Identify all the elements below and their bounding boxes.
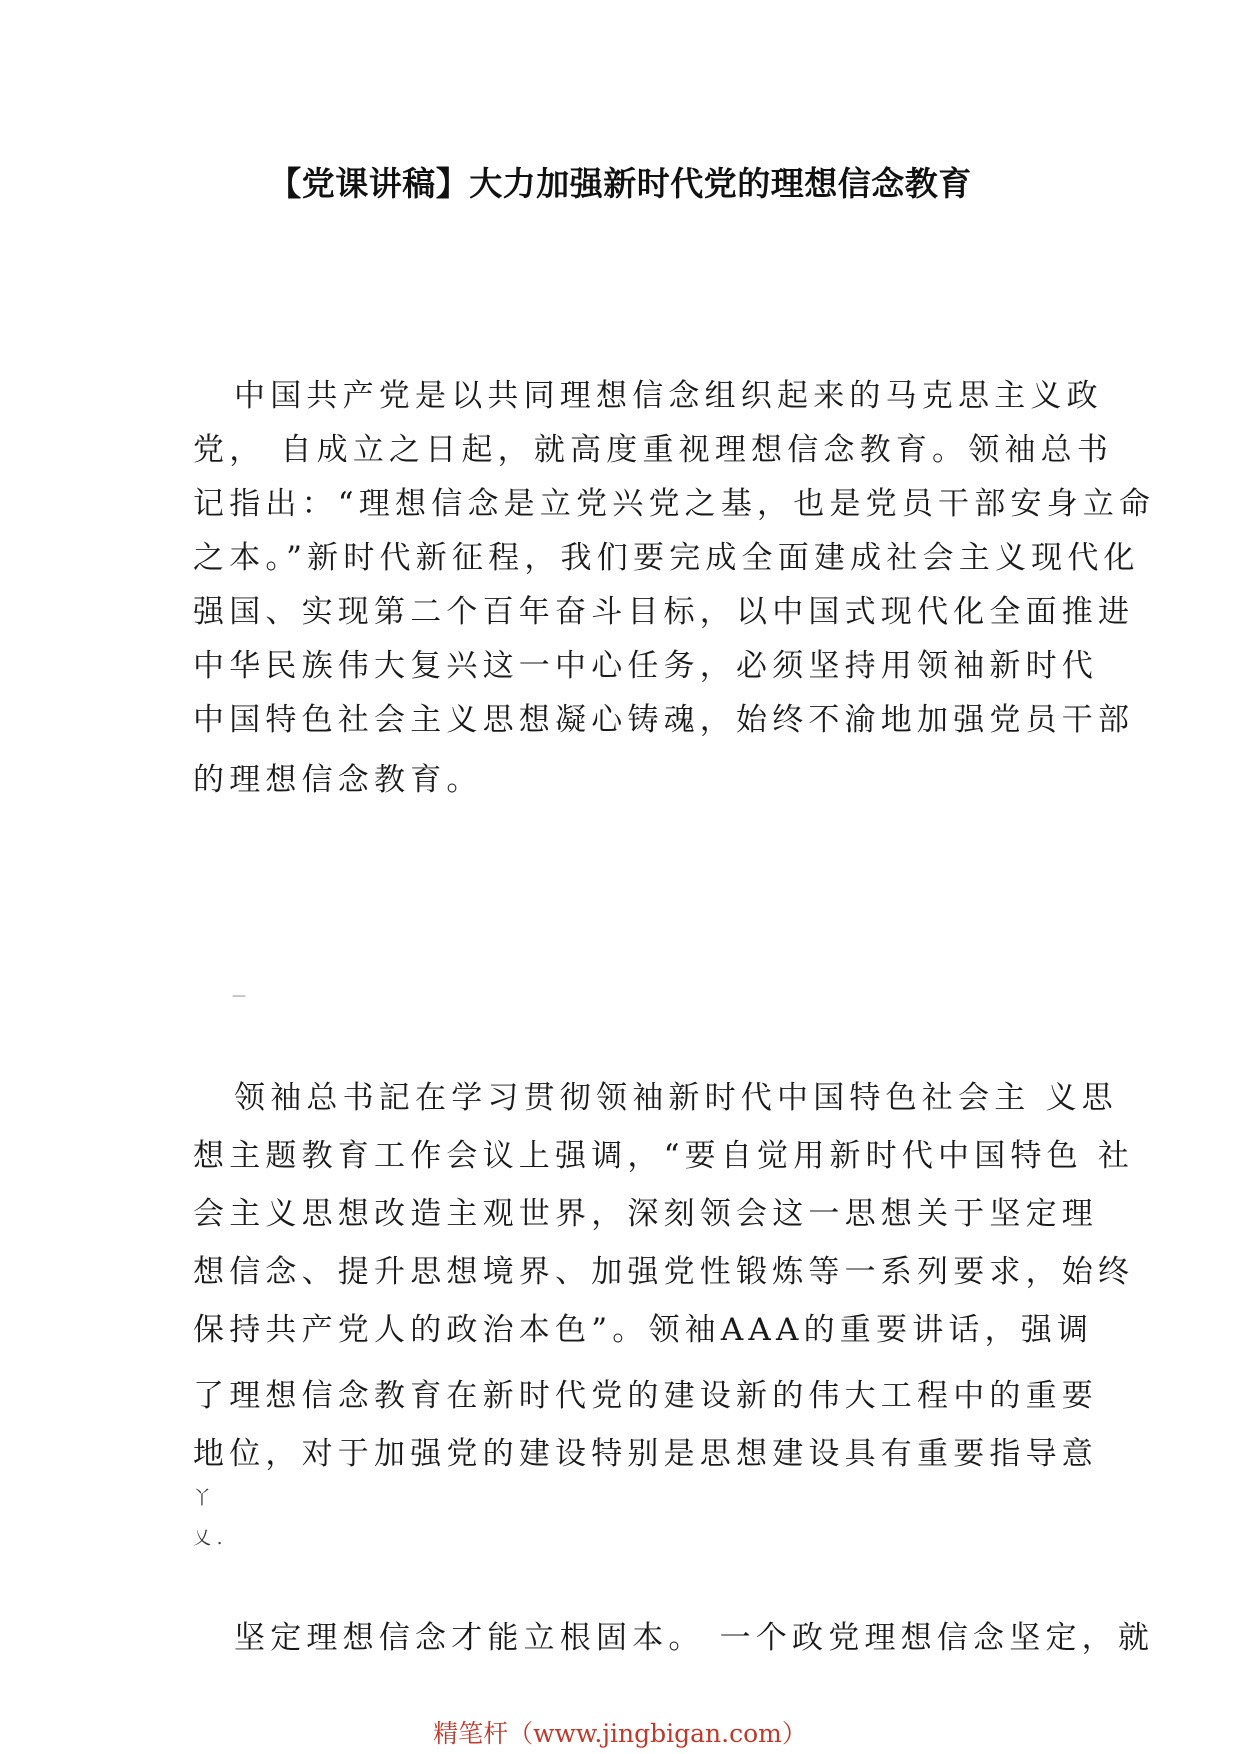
text-fragment: 丫 — [193, 1488, 211, 1509]
paragraph-2-line: 了理想信念教育在新时代党的建设新的伟大工程中的重要 — [193, 1378, 1098, 1414]
paragraph-1-line: 党， 自成立之日起，就高度重视理想信念教育。领袖总书 — [193, 432, 1114, 468]
paragraph-3-line: 坚定理想信念才能立根固本。 一个政党理想信念坚定，就 — [234, 1620, 1155, 1656]
paragraph-2-line: 想信念、提升思想境界、加强党性锻炼等一系列要求，始终 — [193, 1254, 1135, 1290]
paragraph-2-line: 保持共产党人的政治本色”。领袖AAA的重要讲话，强调 — [193, 1312, 1094, 1348]
paragraph-1-line: 之本。”新时代新征程，我们要完成全面建成社会主义现代化 — [193, 540, 1140, 576]
paragraph-1-line: 记指出：“理想信念是立党兴党之基，也是党员干部安身立命 — [193, 486, 1156, 522]
paragraph-1-line: 中国共产党是以共同理想信念组织起来的马克思主义政 — [234, 378, 1103, 414]
paragraph-1-line: 中华民族伟大复兴这一中心任务，必须坚持用领袖新时代 — [193, 648, 1098, 684]
paragraph-2-line: 地位，对于加强党的建设特别是思想建设具有重要指导意 — [193, 1436, 1098, 1472]
page-title: 【党课讲稿】大力加强新时代党的理想信念教育 — [268, 164, 972, 203]
text-fragment: 乂 . — [193, 1528, 223, 1549]
separator-mark: — — [232, 988, 246, 1004]
footer-watermark: 精笔杆（www.jingbigan.com） — [433, 1719, 807, 1748]
paragraph-1-line: 的理想信念教育。 — [193, 762, 483, 798]
paragraph-2-line: 会主义思想改造主观世界，深刻领会这一思想关于坚定理 — [193, 1196, 1098, 1232]
paragraph-2-line: 想主题教育工作会议上强调，“要自觉用新时代中国特色 社 — [193, 1138, 1135, 1174]
paragraph-1-line: 强国、实现第二个百年奋斗目标，以中国式现代化全面推进 — [193, 594, 1135, 630]
paragraph-1-line: 中国特色社会主义思想凝心铸魂，始终不渝地加强党员干部 — [193, 702, 1135, 738]
paragraph-2-line: 领袖总书記在学习贯彻领袖新时代中国特色社会主 义思 — [234, 1080, 1118, 1116]
